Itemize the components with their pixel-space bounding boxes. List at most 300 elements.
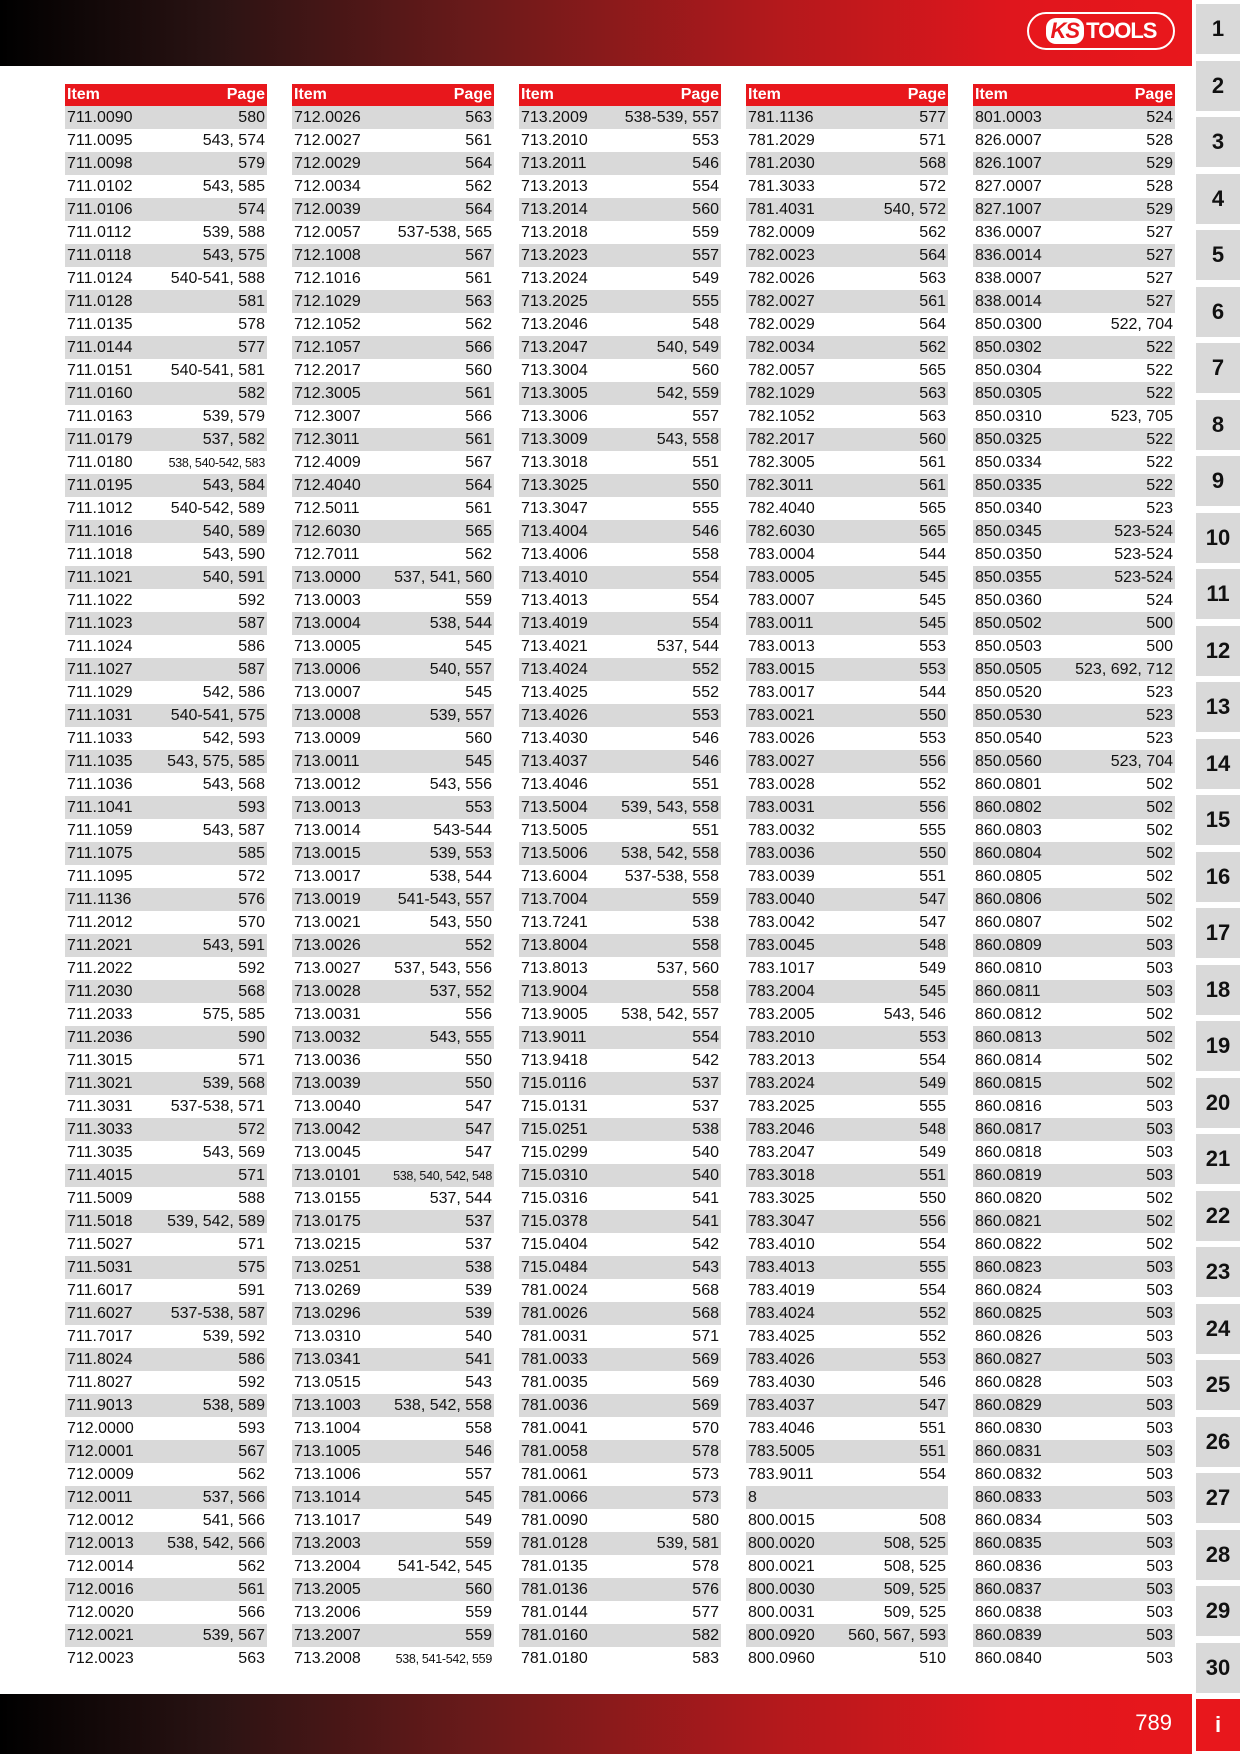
page-reference[interactable]: 567	[465, 453, 492, 471]
page-reference[interactable]: 542, 586	[202, 683, 265, 701]
page-reference[interactable]: 592	[238, 959, 265, 977]
page-reference[interactable]: 546	[692, 154, 719, 172]
page-reference[interactable]: 503	[1146, 1373, 1173, 1391]
page-reference[interactable]: 540, 549	[656, 338, 719, 356]
page-reference[interactable]: 572	[238, 1120, 265, 1138]
chapter-tab-2[interactable]: 2	[1196, 61, 1240, 111]
page-reference[interactable]: 550	[465, 1051, 492, 1069]
page-reference[interactable]: 546	[919, 1373, 946, 1391]
page-reference[interactable]: 552	[919, 775, 946, 793]
chapter-tab-11[interactable]: 11	[1196, 569, 1240, 619]
page-reference[interactable]: 563	[919, 384, 946, 402]
page-reference[interactable]: 553	[465, 798, 492, 816]
page-reference[interactable]: 542	[692, 1051, 719, 1069]
page-reference[interactable]: 508	[919, 1511, 946, 1529]
page-reference[interactable]: 564	[919, 315, 946, 333]
page-reference[interactable]: 582	[238, 384, 265, 402]
page-reference[interactable]: 557	[692, 407, 719, 425]
page-reference[interactable]: 538, 589	[202, 1396, 265, 1414]
page-reference[interactable]: 559	[692, 890, 719, 908]
page-reference[interactable]: 503	[1146, 1488, 1173, 1506]
page-reference[interactable]: 543, 556	[429, 775, 492, 793]
page-reference[interactable]: 570	[692, 1419, 719, 1437]
page-reference[interactable]: 549	[919, 959, 946, 977]
page-reference[interactable]: 503	[1146, 1557, 1173, 1575]
page-reference[interactable]: 590	[238, 1028, 265, 1046]
page-reference[interactable]: 571	[238, 1235, 265, 1253]
page-reference[interactable]: 527	[1146, 246, 1173, 264]
page-reference[interactable]: 568	[692, 1281, 719, 1299]
page-reference[interactable]: 546	[692, 522, 719, 540]
page-reference[interactable]: 556	[465, 1005, 492, 1023]
page-reference[interactable]: 568	[919, 154, 946, 172]
page-reference[interactable]: 561	[465, 384, 492, 402]
page-reference[interactable]: 583	[692, 1649, 719, 1667]
chapter-tab-24[interactable]: 24	[1196, 1304, 1240, 1354]
page-reference[interactable]: 555	[919, 821, 946, 839]
page-reference[interactable]: 537, 543, 556	[394, 959, 492, 977]
page-reference[interactable]: 551	[919, 1166, 946, 1184]
page-reference[interactable]: 538	[692, 913, 719, 931]
page-reference[interactable]: 564	[465, 154, 492, 172]
page-reference[interactable]: 527	[1146, 223, 1173, 241]
page-reference[interactable]: 541	[692, 1212, 719, 1230]
page-reference[interactable]: 502	[1146, 844, 1173, 862]
page-reference[interactable]: 571	[919, 131, 946, 149]
page-reference[interactable]: 566	[465, 338, 492, 356]
page-reference[interactable]: 552	[692, 683, 719, 701]
page-reference[interactable]: 545	[465, 637, 492, 655]
page-reference[interactable]: 500	[1146, 637, 1173, 655]
chapter-tab-30[interactable]: 30	[1196, 1643, 1240, 1693]
page-reference[interactable]: 593	[238, 1419, 265, 1437]
page-reference[interactable]: 560	[692, 200, 719, 218]
page-reference[interactable]: 546	[465, 1442, 492, 1460]
page-reference[interactable]: 554	[919, 1465, 946, 1483]
page-reference[interactable]: 503	[1146, 1258, 1173, 1276]
page-reference[interactable]: 555	[919, 1258, 946, 1276]
page-reference[interactable]: 562	[919, 223, 946, 241]
page-reference[interactable]: 539, 542, 589	[167, 1212, 265, 1230]
page-reference[interactable]: 548	[919, 936, 946, 954]
page-reference[interactable]: 539, 568	[202, 1074, 265, 1092]
page-reference[interactable]: 503	[1146, 982, 1173, 1000]
chapter-tab-18[interactable]: 18	[1196, 965, 1240, 1015]
page-reference[interactable]: 541	[692, 1189, 719, 1207]
page-reference[interactable]: 539, 581	[656, 1534, 719, 1552]
page-reference[interactable]: 553	[919, 637, 946, 655]
page-reference[interactable]: 547	[919, 890, 946, 908]
page-reference[interactable]: 522, 704	[1110, 315, 1173, 333]
page-reference[interactable]: 539, 543, 558	[621, 798, 719, 816]
page-reference[interactable]: 539, 579	[202, 407, 265, 425]
page-reference[interactable]: 559	[465, 1603, 492, 1621]
page-reference[interactable]: 508, 525	[883, 1534, 946, 1552]
page-reference[interactable]: 538	[692, 1120, 719, 1138]
page-reference[interactable]: 556	[919, 1212, 946, 1230]
page-reference[interactable]: 537	[692, 1097, 719, 1115]
page-reference[interactable]: 560, 567, 593	[848, 1626, 946, 1644]
chapter-tab-19[interactable]: 19	[1196, 1021, 1240, 1071]
page-reference[interactable]: 502	[1146, 798, 1173, 816]
page-reference[interactable]: 573	[692, 1488, 719, 1506]
page-reference[interactable]: 553	[919, 1028, 946, 1046]
page-reference[interactable]: 528	[1146, 177, 1173, 195]
page-reference[interactable]: 562	[238, 1465, 265, 1483]
page-reference[interactable]: 522	[1146, 453, 1173, 471]
page-reference[interactable]: 586	[238, 1350, 265, 1368]
page-reference[interactable]: 538, 542, 558	[394, 1396, 492, 1414]
page-reference[interactable]: 522	[1146, 338, 1173, 356]
page-reference[interactable]: 543, 591	[202, 936, 265, 954]
page-reference[interactable]: 537, 544	[656, 637, 719, 655]
page-reference[interactable]: 547	[465, 1097, 492, 1115]
page-reference[interactable]: 549	[692, 269, 719, 287]
page-reference[interactable]: 580	[692, 1511, 719, 1529]
page-reference[interactable]: 573	[692, 1465, 719, 1483]
page-reference[interactable]: 538-539, 557	[624, 108, 719, 126]
page-reference[interactable]: 537-538, 565	[397, 223, 492, 241]
page-reference[interactable]: 549	[465, 1511, 492, 1529]
chapter-tab-7[interactable]: 7	[1196, 343, 1240, 393]
chapter-tab-29[interactable]: 29	[1196, 1586, 1240, 1636]
page-reference[interactable]: 543, 558	[656, 430, 719, 448]
page-reference[interactable]: 537-538, 571	[170, 1097, 265, 1115]
page-reference[interactable]: 503	[1146, 1143, 1173, 1161]
page-reference[interactable]: 549	[919, 1143, 946, 1161]
page-reference[interactable]: 539	[465, 1304, 492, 1322]
page-reference[interactable]: 510	[919, 1649, 946, 1667]
page-reference[interactable]: 543, 587	[202, 821, 265, 839]
page-reference[interactable]: 553	[919, 1350, 946, 1368]
page-reference[interactable]: 550	[919, 1189, 946, 1207]
page-reference[interactable]: 547	[465, 1143, 492, 1161]
page-reference[interactable]: 547	[465, 1120, 492, 1138]
page-reference[interactable]: 538, 542, 566	[167, 1534, 265, 1552]
page-reference[interactable]: 523	[1146, 706, 1173, 724]
page-reference[interactable]: 503	[1146, 1097, 1173, 1115]
page-reference[interactable]: 522	[1146, 384, 1173, 402]
page-reference[interactable]: 569	[692, 1373, 719, 1391]
page-reference[interactable]: 545	[919, 614, 946, 632]
page-reference[interactable]: 502	[1146, 1212, 1173, 1230]
page-reference[interactable]: 558	[692, 545, 719, 563]
page-reference[interactable]: 540	[692, 1166, 719, 1184]
page-reference[interactable]: 502	[1146, 1235, 1173, 1253]
page-reference[interactable]: 503	[1146, 1649, 1173, 1667]
page-reference[interactable]: 539, 553	[429, 844, 492, 862]
chapter-tab-17[interactable]: 17	[1196, 908, 1240, 958]
page-reference[interactable]: 593	[238, 798, 265, 816]
page-reference[interactable]: 560	[465, 361, 492, 379]
page-reference[interactable]: 563	[919, 269, 946, 287]
page-reference[interactable]: 559	[465, 591, 492, 609]
page-reference[interactable]: 565	[919, 522, 946, 540]
page-reference[interactable]: 568	[238, 982, 265, 1000]
page-reference[interactable]: 576	[692, 1580, 719, 1598]
chapter-tab-1[interactable]: 1	[1196, 4, 1240, 54]
page-reference[interactable]: 562	[465, 315, 492, 333]
page-reference[interactable]: 545	[919, 591, 946, 609]
chapter-tab-6[interactable]: 6	[1196, 287, 1240, 337]
chapter-tab-20[interactable]: 20	[1196, 1078, 1240, 1128]
page-reference[interactable]: 527	[1146, 269, 1173, 287]
page-reference[interactable]: 571	[238, 1051, 265, 1069]
page-reference[interactable]: 581	[238, 292, 265, 310]
page-reference[interactable]: 541-542, 545	[397, 1557, 492, 1575]
page-reference[interactable]: 561	[465, 131, 492, 149]
page-reference[interactable]: 523, 704	[1110, 752, 1173, 770]
page-reference[interactable]: 551	[919, 1442, 946, 1460]
chapter-tab-4[interactable]: 4	[1196, 174, 1240, 224]
page-reference[interactable]: 579	[238, 154, 265, 172]
page-reference[interactable]: 538, 542, 557	[621, 1005, 719, 1023]
page-reference[interactable]: 540, 572	[883, 200, 946, 218]
page-reference[interactable]: 562	[238, 1557, 265, 1575]
page-reference[interactable]: 538	[465, 1258, 492, 1276]
chapter-tab-25[interactable]: 25	[1196, 1360, 1240, 1410]
page-reference[interactable]: 569	[692, 1350, 719, 1368]
page-reference[interactable]: 502	[1146, 821, 1173, 839]
page-reference[interactable]: 561	[465, 430, 492, 448]
page-reference[interactable]: 545	[465, 752, 492, 770]
page-reference[interactable]: 539, 592	[202, 1327, 265, 1345]
page-reference[interactable]: 538, 541-542, 559	[395, 1651, 492, 1666]
page-reference[interactable]: 582	[692, 1626, 719, 1644]
page-reference[interactable]: 502	[1146, 1051, 1173, 1069]
page-reference[interactable]: 539, 557	[429, 706, 492, 724]
page-reference[interactable]: 560	[465, 729, 492, 747]
page-reference[interactable]: 503	[1146, 1350, 1173, 1368]
page-reference[interactable]: 542, 593	[202, 729, 265, 747]
page-reference[interactable]: 551	[692, 453, 719, 471]
page-reference[interactable]: 543, 555	[429, 1028, 492, 1046]
page-reference[interactable]: 537	[465, 1212, 492, 1230]
page-reference[interactable]: 529	[1146, 200, 1173, 218]
page-reference[interactable]: 561	[919, 292, 946, 310]
page-reference[interactable]: 544	[919, 545, 946, 563]
page-reference[interactable]: 572	[238, 867, 265, 885]
page-reference[interactable]: 588	[238, 1189, 265, 1207]
page-reference[interactable]: 559	[692, 223, 719, 241]
page-reference[interactable]: 522	[1146, 476, 1173, 494]
page-reference[interactable]: 543, 575	[202, 246, 265, 264]
page-reference[interactable]: 587	[238, 614, 265, 632]
page-reference[interactable]: 502	[1146, 1189, 1173, 1207]
page-reference[interactable]: 558	[692, 982, 719, 1000]
page-reference[interactable]: 568	[692, 1304, 719, 1322]
page-reference[interactable]: 576	[238, 890, 265, 908]
page-reference[interactable]: 575	[238, 1258, 265, 1276]
page-reference[interactable]: 552	[465, 936, 492, 954]
page-reference[interactable]: 537	[692, 1074, 719, 1092]
page-reference[interactable]: 564	[465, 200, 492, 218]
chapter-tab-22[interactable]: 22	[1196, 1191, 1240, 1241]
chapter-tab-13[interactable]: 13	[1196, 682, 1240, 732]
page-reference[interactable]: 571	[238, 1166, 265, 1184]
page-reference[interactable]: 591	[238, 1281, 265, 1299]
page-reference[interactable]: 577	[692, 1603, 719, 1621]
page-reference[interactable]: 546	[692, 752, 719, 770]
page-reference[interactable]: 540	[465, 1327, 492, 1345]
page-reference[interactable]: 563	[238, 1649, 265, 1667]
page-reference[interactable]: 567	[238, 1442, 265, 1460]
page-reference[interactable]: 529	[1146, 154, 1173, 172]
page-reference[interactable]: 543	[692, 1258, 719, 1276]
chapter-tab-5[interactable]: 5	[1196, 230, 1240, 280]
page-reference[interactable]: 551	[919, 1419, 946, 1437]
page-reference[interactable]: 554	[692, 614, 719, 632]
page-reference[interactable]: 572	[919, 177, 946, 195]
page-reference[interactable]: 503	[1146, 1603, 1173, 1621]
page-reference[interactable]: 503	[1146, 1511, 1173, 1529]
page-reference[interactable]: 571	[692, 1327, 719, 1345]
chapter-tab-i[interactable]: i	[1196, 1699, 1240, 1751]
page-reference[interactable]: 537, 544	[429, 1189, 492, 1207]
chapter-tab-9[interactable]: 9	[1196, 456, 1240, 506]
page-reference[interactable]: 537-538, 558	[624, 867, 719, 885]
page-reference[interactable]: 552	[919, 1327, 946, 1345]
page-reference[interactable]: 503	[1146, 1281, 1173, 1299]
page-reference[interactable]: 569	[692, 1396, 719, 1414]
page-reference[interactable]: 538, 544	[429, 867, 492, 885]
page-reference[interactable]: 542	[692, 1235, 719, 1253]
page-reference[interactable]: 540, 589	[202, 522, 265, 540]
page-reference[interactable]: 562	[465, 177, 492, 195]
page-reference[interactable]: 562	[919, 338, 946, 356]
page-reference[interactable]: 524	[1146, 108, 1173, 126]
page-reference[interactable]: 563	[465, 292, 492, 310]
page-reference[interactable]: 553	[692, 706, 719, 724]
page-reference[interactable]: 554	[692, 591, 719, 609]
page-reference[interactable]: 540-541, 575	[170, 706, 265, 724]
chapter-tab-15[interactable]: 15	[1196, 795, 1240, 845]
page-reference[interactable]: 554	[692, 568, 719, 586]
page-reference[interactable]: 541, 566	[202, 1511, 265, 1529]
chapter-tab-12[interactable]: 12	[1196, 626, 1240, 676]
page-reference[interactable]: 503	[1146, 1626, 1173, 1644]
page-reference[interactable]: 523-524	[1114, 522, 1173, 540]
page-reference[interactable]: 555	[692, 292, 719, 310]
page-reference[interactable]: 540, 591	[202, 568, 265, 586]
page-reference[interactable]: 554	[919, 1281, 946, 1299]
page-reference[interactable]: 554	[692, 1028, 719, 1046]
page-reference[interactable]: 592	[238, 591, 265, 609]
page-reference[interactable]: 523, 692, 712	[1075, 660, 1173, 678]
page-reference[interactable]: 542, 559	[656, 384, 719, 402]
page-reference[interactable]: 551	[919, 867, 946, 885]
page-reference[interactable]: 543, 568	[202, 775, 265, 793]
page-reference[interactable]: 592	[238, 1373, 265, 1391]
page-reference[interactable]: 538, 542, 558	[621, 844, 719, 862]
chapter-tab-28[interactable]: 28	[1196, 1530, 1240, 1580]
page-reference[interactable]: 557	[465, 1465, 492, 1483]
page-reference[interactable]: 528	[1146, 131, 1173, 149]
page-reference[interactable]: 585	[238, 844, 265, 862]
page-reference[interactable]: 543, 584	[202, 476, 265, 494]
page-reference[interactable]: 537, 566	[202, 1488, 265, 1506]
page-reference[interactable]: 546	[692, 729, 719, 747]
page-reference[interactable]: 545	[919, 982, 946, 1000]
page-reference[interactable]: 509, 525	[883, 1603, 946, 1621]
page-reference[interactable]: 566	[238, 1603, 265, 1621]
page-reference[interactable]: 587	[238, 660, 265, 678]
page-reference[interactable]: 540-542, 589	[170, 499, 265, 517]
page-reference[interactable]: 541	[465, 1350, 492, 1368]
page-reference[interactable]: 503	[1146, 1465, 1173, 1483]
page-reference[interactable]: 549	[919, 1074, 946, 1092]
page-reference[interactable]: 543, 575, 585	[167, 752, 265, 770]
page-reference[interactable]: 524	[1146, 591, 1173, 609]
page-reference[interactable]: 539	[465, 1281, 492, 1299]
page-reference[interactable]: 555	[919, 1097, 946, 1115]
page-reference[interactable]: 548	[692, 315, 719, 333]
chapter-tab-8[interactable]: 8	[1196, 400, 1240, 450]
page-reference[interactable]: 523	[1146, 683, 1173, 701]
page-reference[interactable]: 586	[238, 637, 265, 655]
page-reference[interactable]: 558	[465, 1419, 492, 1437]
page-reference[interactable]: 543, 585	[202, 177, 265, 195]
page-reference[interactable]: 537	[465, 1235, 492, 1253]
page-reference[interactable]: 565	[919, 361, 946, 379]
page-reference[interactable]: 509, 525	[883, 1580, 946, 1598]
page-reference[interactable]: 560	[465, 1580, 492, 1598]
page-reference[interactable]: 559	[465, 1534, 492, 1552]
page-reference[interactable]: 548	[919, 1120, 946, 1138]
page-reference[interactable]: 561	[919, 453, 946, 471]
page-reference[interactable]: 551	[692, 821, 719, 839]
page-reference[interactable]: 503	[1146, 1419, 1173, 1437]
page-reference[interactable]: 503	[1146, 1580, 1173, 1598]
page-reference[interactable]: 555	[692, 499, 719, 517]
page-reference[interactable]: 574	[238, 200, 265, 218]
page-reference[interactable]: 502	[1146, 775, 1173, 793]
page-reference[interactable]: 554	[919, 1051, 946, 1069]
page-reference[interactable]: 559	[465, 1626, 492, 1644]
page-reference[interactable]: 570	[238, 913, 265, 931]
chapter-tab-21[interactable]: 21	[1196, 1134, 1240, 1184]
page-reference[interactable]: 527	[1146, 292, 1173, 310]
page-reference[interactable]: 523, 705	[1110, 407, 1173, 425]
page-reference[interactable]: 563	[465, 108, 492, 126]
page-reference[interactable]: 547	[919, 913, 946, 931]
page-reference[interactable]: 503	[1146, 1120, 1173, 1138]
page-reference[interactable]: 503	[1146, 1327, 1173, 1345]
page-reference[interactable]: 561	[238, 1580, 265, 1598]
page-reference[interactable]: 545	[465, 1488, 492, 1506]
page-reference[interactable]: 545	[465, 683, 492, 701]
page-reference[interactable]: 565	[919, 499, 946, 517]
page-reference[interactable]: 537, 582	[202, 430, 265, 448]
chapter-tab-23[interactable]: 23	[1196, 1247, 1240, 1297]
page-reference[interactable]: 543, 569	[202, 1143, 265, 1161]
page-reference[interactable]: 550	[919, 706, 946, 724]
page-reference[interactable]: 523-524	[1114, 545, 1173, 563]
page-reference[interactable]: 566	[465, 407, 492, 425]
page-reference[interactable]: 537-538, 587	[170, 1304, 265, 1322]
page-reference[interactable]: 557	[692, 246, 719, 264]
page-reference[interactable]: 578	[238, 315, 265, 333]
page-reference[interactable]: 508, 525	[883, 1557, 946, 1575]
page-reference[interactable]: 545	[919, 568, 946, 586]
page-reference[interactable]: 558	[692, 936, 719, 954]
page-reference[interactable]: 552	[919, 1304, 946, 1322]
page-reference[interactable]: 564	[919, 246, 946, 264]
page-reference[interactable]: 561	[465, 269, 492, 287]
page-reference[interactable]: 523-524	[1114, 568, 1173, 586]
page-reference[interactable]: 539, 588	[202, 223, 265, 241]
page-reference[interactable]: 551	[692, 775, 719, 793]
